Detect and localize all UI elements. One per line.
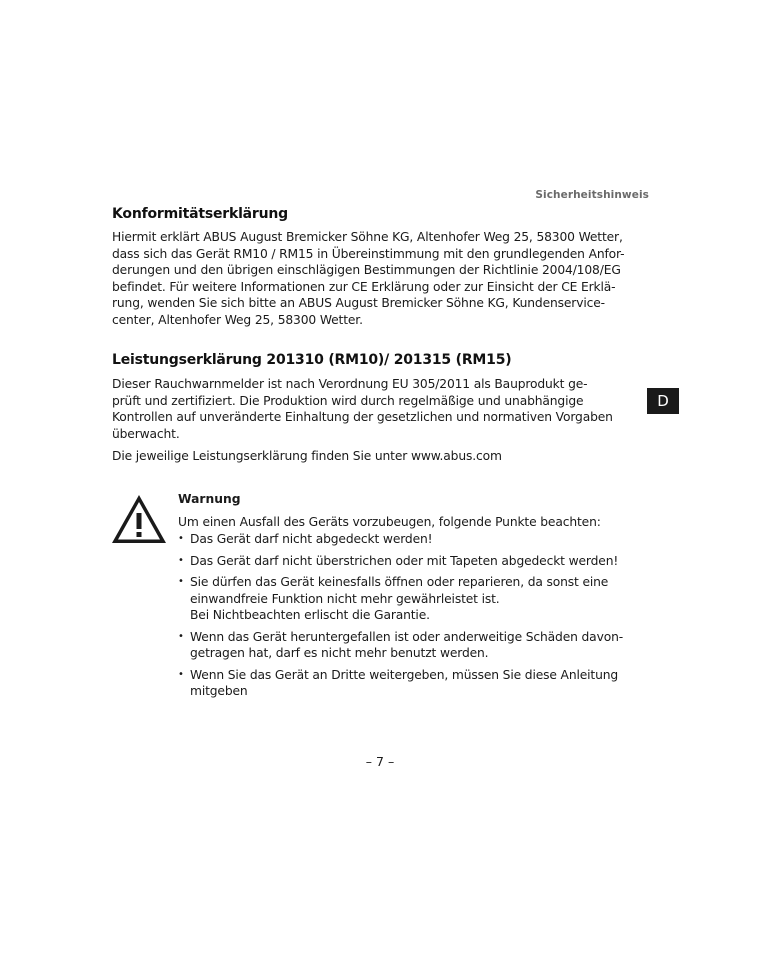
text-line: • Sie dürfen das Gerät keinesfalls öffnen oder reparieren, da sonst eine <box>190 575 609 589</box>
text-line: derungen und den übrigen einschlägigen Bestimmungen der Richtlinie 2004/108/EG <box>112 263 621 277</box>
list-item <box>178 629 658 662</box>
text-line: dass sich das Gerät RM10 / RM15 in Übereinstimmung mit den grundlegenden Anfor- <box>112 246 625 261</box>
warning-triangle-icon <box>110 493 168 545</box>
text-line: • Wenn Sie das Gerät an Dritte weitergeben, müssen Sie diese Anleitung <box>190 667 619 682</box>
language-tab: D <box>647 388 679 414</box>
list-item <box>178 531 658 548</box>
text-line: überwacht. <box>112 426 180 441</box>
text-line: mitgeben <box>190 684 248 698</box>
text-line: • Wenn das Gerät heruntergefallen ist oder anderweitige Schäden davon- <box>190 629 624 644</box>
text-line: Bei Nichtbeachten erlischt die Garantie. <box>190 608 430 622</box>
warning-intro: Um einen Ausfall des Geräts vorzubeugen, folgende Punkte beachten: <box>178 515 601 529</box>
text-line: Kontrollen auf unveränderte Einhaltung der gesetzlichen und normativen Vorgaben <box>112 410 613 424</box>
declaration-link-line: Die jeweilige Leistungserklärung finden Sie unter www.abus.com <box>112 449 502 463</box>
text-line: Dieser Rauchwarnmelder ist nach Verordnung EU 305/2011 als Bauprodukt ge- <box>112 377 588 391</box>
warning-title: Warnung <box>178 492 241 506</box>
text-line: center, Altenhofer Weg 25, 58300 Wetter. <box>112 312 363 327</box>
conformity-paragraph <box>112 229 652 328</box>
list-item <box>178 574 658 624</box>
page-number: – 7 – <box>365 754 395 769</box>
text-line: befindet. Für weitere Informationen zur CE Erklärung oder zur Einsicht der CE Erklä- <box>112 279 616 294</box>
text-line: rung, wenden Sie sich bitte an ABUS August Bremicker Söhne KG, Kundenservice- <box>112 296 605 310</box>
section-title-performance: Leistungserklärung 201310 (RM10)/ 201315 (RM15) <box>112 352 512 368</box>
list-item <box>178 553 658 570</box>
text-line: Hiermit erklärt ABUS August Bremicker Söhne KG, Altenhofer Weg 25, 58300 Wetter, <box>112 230 623 244</box>
text-line: getragen hat, darf es nicht mehr benutzt werden. <box>190 646 489 660</box>
text-line: einwandfreie Funktion nicht mehr gewährleistet ist. <box>190 591 500 606</box>
warning-list <box>178 531 658 705</box>
list-item <box>178 667 658 700</box>
performance-paragraph <box>112 376 652 442</box>
text-line: • Das Gerät darf nicht überstrichen oder mit Tapeten abgedeckt werden! <box>190 553 619 568</box>
section-title-conformity: Konformitätserklärung <box>112 206 288 222</box>
running-header: Sicherheitshinweis <box>535 189 649 201</box>
text-line: • Das Gerät darf nicht abgedeckt werden! <box>190 532 433 546</box>
text-line: prüft und zertifiziert. Die Produktion wird durch regelmäßige und unabhängige <box>112 393 584 408</box>
